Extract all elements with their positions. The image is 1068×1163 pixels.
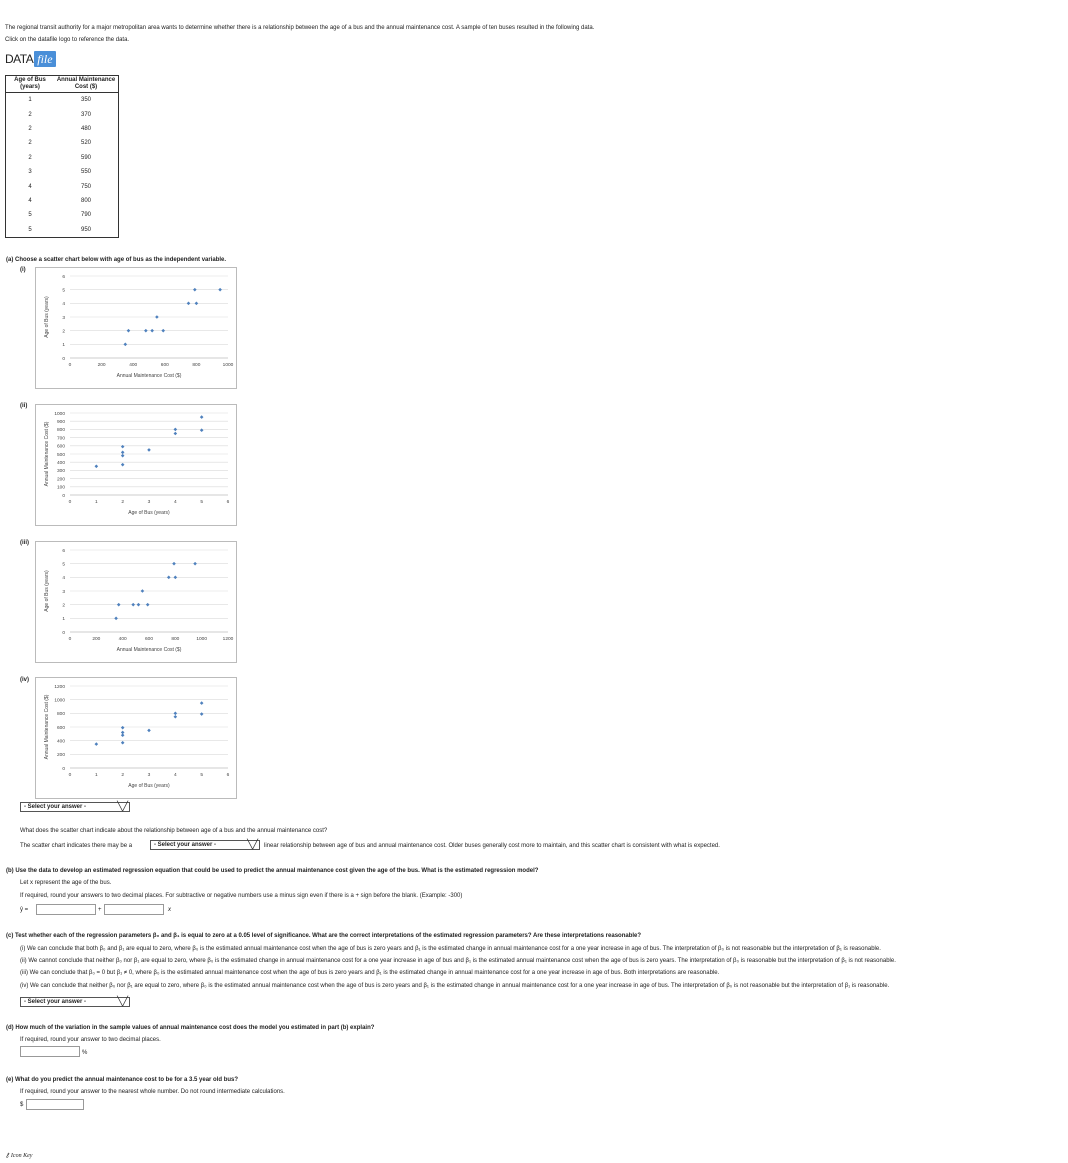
data-point	[147, 729, 151, 733]
data-point	[121, 454, 125, 458]
data-point	[124, 343, 128, 347]
x-tick-label: 0	[68, 637, 72, 642]
table-cell-age: 2	[28, 154, 32, 161]
part-e-round-note: If required, round your answer to the nearest whole number. Do not round intermediate calculations.	[20, 1089, 285, 1095]
part-a-sentence-after: linear relationship between age of bus and annual maintenance cost. Older buses generally cost more to maintain, and this scatter chart is consistent with what is expected.	[264, 843, 720, 849]
y-tick-label: 1000	[54, 698, 65, 704]
y-tick-label: 1	[62, 617, 65, 623]
table-cell-age: 5	[28, 212, 32, 219]
part-e-prompt: (e) What do you predict the annual maintenance cost to be for a 3.5 year old bus?	[6, 1077, 239, 1083]
x-tick-label: 400	[118, 637, 127, 642]
y-tick-label: 800	[56, 712, 65, 718]
slope-input[interactable]	[104, 904, 164, 915]
y-tick-label: 100	[56, 485, 65, 491]
chart-select-value: - Select your answer -	[24, 804, 87, 810]
part-c-option-ii: (ii) We cannot conclude that neither β₀ nor β₁ are equal to zero, where β₀ is the estimated change in annual maintenance cost for a one year increase in age of bus and β₁ is the estimated annual maintenance cost when the age of bus is zero years. The interpretation of β₀ is reasonable but the interpretation of β₁ is not reasonable.	[20, 958, 896, 964]
datafile-logo[interactable]	[5, 50, 56, 67]
interpretation-select-value: - Select your answer -	[24, 999, 87, 1005]
y-axis-label: Annual Maintenance Cost ($)	[44, 694, 50, 760]
data-point	[218, 288, 222, 292]
data-point	[200, 701, 204, 705]
part-c-option-iii: (iii) We can conclude that β₀ = 0 but β₁ ≠ 0, where β₀ is the estimated annual maintenance cost when the age of bus is zero years and β₁ is the estimated change in annual maintenance cost for a one year increase in age of bus. Both interpretations are reasonable.	[20, 970, 720, 976]
table-cell-age: 2	[28, 140, 32, 147]
y-tick-label: 900	[56, 420, 65, 425]
y-tick-label: 200	[56, 753, 65, 759]
y-tick-label: 5	[62, 562, 65, 568]
datafile-logo-word: DATA	[5, 51, 34, 66]
part-a-question: What does the scatter chart indicate about the relationship between age of a bus and the annual maintenance cost?	[20, 828, 328, 834]
data-point	[117, 603, 121, 607]
table-cell-cost: 350	[80, 97, 91, 104]
y-tick-label: 800	[56, 428, 65, 434]
y-tick-label: 4	[62, 302, 65, 308]
table-header-cost: Annual Maintenance Cost ($)	[56, 77, 116, 90]
table-cell-cost: 800	[80, 197, 91, 204]
table-row	[6, 107, 119, 121]
data-point	[193, 288, 197, 292]
x-tick-label: 800	[171, 637, 180, 642]
percent-unit: %	[82, 1050, 88, 1056]
data-point	[121, 741, 125, 745]
chart-option-iii-label: (iii)	[20, 540, 29, 546]
y-tick-label: 0	[62, 630, 65, 636]
datafile-instruction: Click on the datafile logo to reference the data.	[5, 37, 130, 43]
table-cell-cost: 590	[80, 154, 91, 161]
data-point	[174, 576, 178, 580]
datafile-logo-file: file	[34, 51, 55, 67]
yhat-label: ŷ =	[20, 907, 29, 913]
scatter-chart-i	[35, 267, 237, 389]
y-tick-label: 4	[62, 576, 65, 582]
table-cell-age: 2	[28, 111, 32, 118]
plus-sign: +	[98, 907, 102, 913]
table-cell-cost: 790	[80, 212, 91, 219]
data-point	[146, 603, 150, 607]
x-tick-label: 600	[144, 637, 154, 642]
y-tick-label: 600	[56, 444, 65, 450]
table-row	[6, 208, 119, 222]
x-tick-label: 800	[192, 363, 201, 368]
data-point	[141, 589, 145, 593]
x-tick-label: 2	[121, 500, 125, 505]
y-tick-label: 6	[62, 548, 65, 554]
data-point	[127, 329, 131, 333]
y-tick-label: 3	[62, 315, 65, 321]
data-point	[187, 302, 191, 306]
table-row	[6, 223, 119, 238]
y-tick-label: 300	[56, 469, 65, 475]
icon-key-label: Icon Key	[10, 1153, 33, 1159]
table-row	[6, 165, 119, 179]
chevron-down-icon: ╲╱	[247, 839, 258, 849]
table-cell-age: 4	[28, 183, 32, 190]
data-point	[131, 603, 135, 607]
part-a-sentence-before: The scatter chart indicates there may be a	[20, 843, 133, 849]
y-tick-label: 2	[62, 329, 65, 335]
part-d-round-note: If required, round your answer to two decimal places.	[20, 1037, 161, 1043]
interpretation-select-dropdown[interactable]	[20, 997, 130, 1007]
table-cell-cost: 750	[80, 183, 91, 190]
x-tick-label: 2	[121, 773, 125, 778]
y-tick-label: 400	[56, 461, 65, 466]
table-header-age: Age of Bus (years)	[14, 77, 46, 90]
data-point	[155, 315, 159, 319]
dollar-sign: $	[20, 1102, 24, 1108]
part-c-prompt: (c) Test whether each of the regression parameters β₀ and β₁ is equal to zero at a 0.05 level of significance. What are the correct interpretations of the estimated regression parameters? Are these interpretations reasonable?	[6, 933, 642, 939]
table-row	[6, 136, 119, 150]
part-d-prompt: (d) How much of the variation in the sample values of annual maintenance cost does the model you estimated in part (b) explain?	[6, 1025, 375, 1031]
scatter-chart-ii	[35, 404, 237, 526]
part-b-round-note: If required, round your answers to two decimal places. For subtractive or negative numbers use a minus sign even if there is a + sign before the blank. (Example: -300)	[20, 893, 463, 899]
intro-text: The regional transit authority for a major metropolitan area wants to determine whether there is a relationship between the age of a bus and the annual maintenance cost. A sample of ten buses resulted in the following data.	[5, 25, 595, 31]
data-point	[174, 432, 178, 436]
relationship-select-value: - Select your answer -	[154, 842, 217, 848]
table-cell-age: 2	[28, 125, 32, 132]
y-axis-label: Age of Bus (years)	[44, 570, 50, 612]
y-tick-label: 1000	[54, 411, 65, 417]
table-cell-cost: 520	[80, 140, 91, 147]
data-point	[121, 445, 125, 449]
data-point	[114, 617, 118, 621]
data-point	[137, 603, 141, 607]
x-tick-label: 4	[173, 773, 177, 778]
data-point	[195, 302, 199, 306]
icon-key[interactable]	[5, 1152, 32, 1160]
y-axis-label: Annual Maintenance Cost ($)	[44, 421, 50, 487]
part-c-option-iv: (iv) We can conclude that neither β₀ nor β₁ are equal to zero, where β₀ is the estimated annual maintenance cost when the age of bus is zero years and β₁ is the estimated change in annual maintenance cost for a one year increase in age of bus. The interpretation of β₀ is not reasonable but the interpretation of β₁ is reasonable.	[20, 983, 890, 989]
data-point	[121, 726, 125, 730]
x-axis-label: Age of Bus (years)	[128, 510, 170, 516]
x-tick-label: 5	[200, 773, 204, 778]
y-tick-label: 2	[62, 603, 65, 609]
x-tick-label: 600	[160, 363, 169, 368]
data-point	[161, 329, 165, 333]
table-row	[6, 93, 119, 108]
x-tick-label: 200	[92, 637, 101, 642]
chevron-down-icon: ╲╱	[117, 801, 128, 811]
x-axis-label: Annual Maintenance Cost ($)	[116, 373, 182, 379]
data-point	[193, 562, 197, 566]
x-tick-label: 400	[129, 363, 138, 368]
table-row	[6, 194, 119, 208]
data-point	[174, 428, 178, 432]
scatter-chart-iv	[35, 677, 237, 799]
x-tick-label: 4	[173, 500, 177, 505]
data-point	[172, 562, 176, 566]
y-tick-label: 400	[56, 739, 65, 745]
y-tick-label: 600	[56, 725, 65, 731]
bus-data-table	[5, 75, 119, 238]
y-tick-label: 0	[62, 493, 65, 499]
prediction-input[interactable]	[26, 1099, 84, 1110]
y-tick-label: 1	[62, 343, 65, 349]
data-point	[200, 428, 204, 432]
x-tick-label: 5	[200, 500, 204, 505]
y-tick-label: 200	[56, 477, 65, 483]
y-tick-label: 700	[56, 436, 65, 442]
table-cell-cost: 550	[80, 169, 91, 176]
y-axis-label: Age of Bus (years)	[44, 296, 50, 338]
table-cell-age: 3	[28, 169, 32, 176]
table-row	[6, 179, 119, 193]
data-point	[144, 329, 148, 333]
data-point	[200, 712, 204, 716]
y-tick-label: 1200	[54, 684, 65, 690]
table-cell-cost: 480	[80, 125, 91, 132]
data-point	[121, 731, 125, 735]
x-tick-label: 0	[68, 363, 72, 368]
data-point	[95, 742, 99, 746]
data-point	[121, 451, 125, 455]
x-tick-label: 3	[147, 500, 151, 505]
x-tick-label: 1	[94, 500, 98, 505]
x-tick-label: 200	[97, 363, 106, 368]
y-tick-label: 5	[62, 288, 65, 294]
r-squared-input[interactable]	[20, 1046, 80, 1057]
data-point	[174, 712, 178, 716]
chart-option-ii-label: (ii)	[20, 403, 28, 409]
part-b-let-x: Let x represent the age of the bus.	[20, 880, 112, 886]
key-icon: ⚷	[5, 1153, 10, 1159]
chart-select-dropdown[interactable]	[20, 802, 130, 812]
table-cell-cost: 950	[80, 226, 91, 233]
y-tick-label: 0	[62, 766, 65, 772]
chart-option-i-label: (i)	[20, 267, 26, 273]
intercept-input[interactable]	[36, 904, 96, 915]
table-row	[6, 122, 119, 136]
x-tick-label: 6	[226, 500, 230, 505]
x-variable: x	[168, 907, 171, 913]
x-axis-label: Age of Bus (years)	[128, 783, 170, 789]
x-tick-label: 0	[68, 500, 72, 505]
x-tick-label: 1000	[222, 363, 234, 368]
relationship-select-dropdown[interactable]	[150, 840, 260, 850]
y-tick-label: 500	[56, 452, 65, 458]
chart-option-iv-label: (iv)	[20, 677, 29, 683]
x-tick-label: 1000	[196, 637, 208, 642]
chevron-down-icon: ╲╱	[117, 996, 128, 1006]
part-b-prompt: (b) Use the data to develop an estimated regression equation that could be used to predict the annual maintenance cost given the age of the bus. What is the estimated regression model?	[6, 868, 539, 874]
table-cell-age: 1	[28, 97, 32, 104]
scatter-chart-iii	[35, 541, 237, 663]
x-tick-label: 1200	[222, 637, 234, 642]
table-cell-age: 5	[28, 226, 32, 233]
y-tick-label: 6	[62, 274, 65, 280]
data-point	[150, 329, 154, 333]
x-tick-label: 6	[226, 773, 230, 778]
data-point	[167, 576, 171, 580]
x-tick-label: 3	[147, 773, 151, 778]
y-tick-label: 0	[62, 356, 65, 362]
data-point	[147, 448, 151, 452]
part-a-prompt: (a) Choose a scatter chart below with age of bus as the independent variable.	[6, 257, 227, 263]
x-tick-label: 1	[94, 773, 98, 778]
table-cell-cost: 370	[80, 111, 91, 118]
y-tick-label: 3	[62, 589, 65, 595]
data-point	[95, 465, 99, 469]
x-tick-label: 0	[68, 773, 72, 778]
data-point	[200, 415, 204, 419]
table-cell-age: 4	[28, 197, 32, 204]
x-axis-label: Annual Maintenance Cost ($)	[116, 647, 182, 653]
table-row	[6, 151, 119, 165]
data-point	[121, 463, 125, 467]
part-c-option-i: (i) We can conclude that both β₀ and β₁ are equal to zero, where β₀ is the estimated annual maintenance cost when the age of bus is zero years and β₁ is the estimated change in annual maintenance cost for a one year increase in age of bus. The interpretation of β₀ is not reasonable but the interpretation of β₁ is reasonable.	[20, 946, 881, 952]
data-point	[174, 715, 178, 719]
